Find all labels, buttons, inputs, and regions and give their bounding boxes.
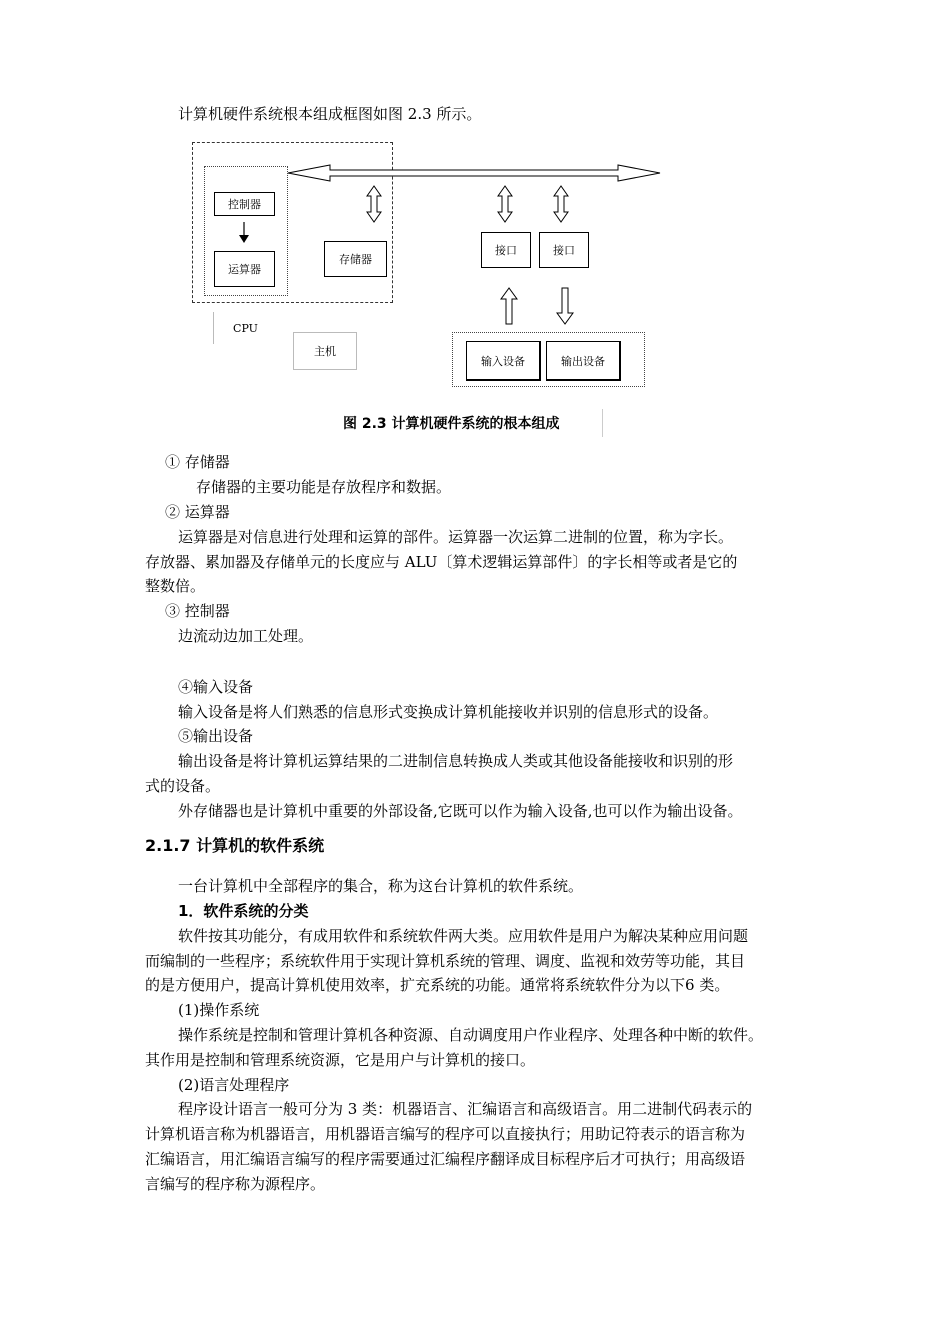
section-p1: 一台计算机中全部程序的集合，称为这台计算机的软件系统。: [178, 877, 584, 895]
section-p2-1: 软件按其功能分，有成用软件和系统软件两大类。应用软件是用户为解决某种应用问题: [178, 927, 749, 945]
host-label: 主机: [293, 332, 357, 370]
input-device-box: 输入设备: [466, 341, 541, 381]
intro-text: 计算机硬件系统根本组成框图如图 2.3 所示。: [178, 105, 482, 123]
section-heading: 2.1.7 计算机的软件系统: [145, 836, 325, 855]
external-storage-desc: 外存储器也是计算机中重要的外部设备,它既可以作为输入设备,也可以作为输出设备。: [178, 802, 743, 820]
caption-divider: [602, 409, 603, 437]
lang-desc-1: 程序设计语言一般可分为 3 类：机器语言、汇编语言和高级语言。用二进制代码表示的: [178, 1100, 753, 1118]
lang-desc-4: 言编写的程序称为源程序。: [145, 1175, 326, 1193]
input-up-arrow: [501, 288, 517, 324]
alu-title: ② 运算器: [165, 503, 230, 521]
os-desc-1: 操作系统是控制和管理计算机各种资源、自动调度用户作业程序、处理各种中断的软件。: [178, 1026, 764, 1044]
cpu-label: CPU: [213, 312, 277, 344]
section-p2-2: 而编制的一些程序；系统软件用于实现计算机系统的管理、调度、监视和效劳等功能，其目: [145, 952, 746, 970]
lang-desc-3: 汇编语言，用汇编语言编写的程序需要通过汇编程序翻译成目标程序后才可执行；用高级语: [145, 1150, 746, 1168]
lang-desc-2: 计算机语言称为机器语言，用机器语言编写的程序可以直接执行；用助记符表示的语言称为: [145, 1125, 746, 1143]
lang-title: (2)语言处理程序: [178, 1076, 290, 1094]
output-desc-2: 式的设备。: [145, 777, 221, 795]
os-title: (1)操作系统: [178, 1001, 260, 1019]
interface-box-2: 接口: [539, 232, 589, 268]
output-title: ⑤输出设备: [178, 727, 254, 745]
input-desc: 输入设备是将人们熟悉的信息形式变换成计算机能接收并识别的信息形式的设备。: [178, 703, 719, 721]
alu-desc-1: 运算器是对信息进行处理和运算的部件。运算器一次运算二进制的位置，称为字长。: [178, 528, 734, 546]
subsection-heading: 1．软件系统的分类: [178, 902, 309, 920]
output-device-box: 输出设备: [546, 341, 621, 381]
memory-title: ① 存储器: [165, 453, 230, 471]
control-arrow: [239, 235, 249, 243]
figure-caption: 图 2.3 计算机硬件系统的根本组成: [343, 416, 560, 432]
alu-box: 运算器: [214, 251, 275, 287]
system-bus-arrow: [288, 165, 660, 181]
interface-box-1: 接口: [481, 232, 531, 268]
memory-box: 存储器: [324, 241, 387, 277]
alu-desc-3: 整数倍。: [145, 577, 206, 595]
interface1-bus-arrow: [498, 186, 512, 222]
memory-desc: 存储器的主要功能是存放程序和数据。: [196, 478, 452, 496]
section-p2-3: 的是方便用户，提高计算机使用效率，扩充系统的功能。通常将系统软件分为以下6 类。: [145, 976, 730, 994]
os-desc-2: 其作用是控制和管理系统资源，它是用户与计算机的接口。: [145, 1051, 536, 1069]
controller-box: 控制器: [214, 192, 275, 216]
output-desc-1: 输出设备是将计算机运算结果的二进制信息转换成人类或其他设备能接收和识别的形: [178, 752, 734, 770]
interface2-bus-arrow: [554, 186, 568, 222]
memory-bus-arrow: [367, 186, 381, 222]
alu-desc-2: 存放器、累加器及存储单元的长度应与 ALU〔算术逻辑运算部件〕的字长相等或者是它的: [145, 553, 738, 571]
diagram-arrows: [0, 0, 950, 420]
input-title: ④输入设备: [178, 678, 254, 696]
controller-title: ③ 控制器: [165, 602, 230, 620]
controller-desc: 边流动边加工处理。: [178, 627, 314, 645]
output-down-arrow: [557, 288, 573, 324]
